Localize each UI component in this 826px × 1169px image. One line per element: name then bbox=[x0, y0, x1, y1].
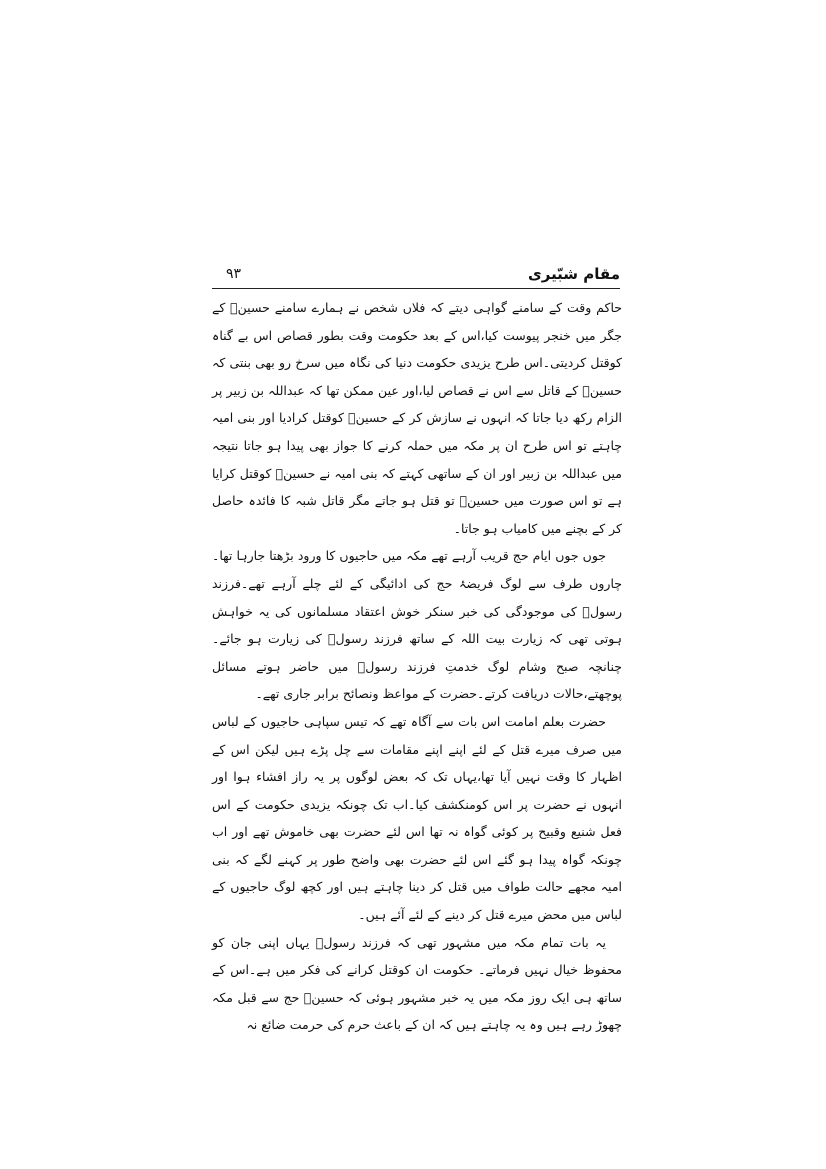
paragraph: یہ بات تمام مکہ میں مشہور تھی کہ فرزند رسولؐ یہاں اپنی جان کو محفوظ خیال نہیں فرماتے۔ حکومت ان کوقتل کرانے کی فکر میں ہے۔اس کے ساتھ ہی ایک روز مکہ میں یہ خبر مشہور ہوئی کہ حسینؑ حج سے قبل مکہ چھوڑ رہے ہیں وہ یہ چاہتے ہیں کہ ان کے باعث حرم کی حرمت ضائع نہ bbox=[212, 934, 622, 1033]
paragraph: حاکم وقت کے سامنے گواہی دیتے کہ فلاں شخص نے ہمارے سامنے حسینؑ کے جگر میں خنجر پیوست کیا،اس کے بعد حکومت وقت بطور قصاص اس بے گناہ کوقتل کردیتی۔اس طرح یزیدی حکومت دنیا کی نگاہ میں سرخ رو بھی بنتی کہ حسینؑ کے قاتل سے اس نے قصاص لیا،اور عین ممکن تھا کہ عبداللہ بن زبیر پر الزام رکھ دیا جاتا کہ انہوں نے سازش کر کے حسینؑ کوقتل کرادیا اور بنی امیہ چاہتے تو اس طرح ان پر مکہ میں حملہ کرنے کا جواز بھی پیدا ہو جاتا نتیجہ میں عبداللہ بن زبیر اور ان کے ساتھی کہتے کہ بنی امیہ نے حسینؑ کوقتل کرایا ہے تو اس صورت میں حسینؑ تو قتل ہو جاتے مگر قاتل شبہ کا فائدہ حاصل کر کے بچنے میں کامیاب ہو جاتا۔ bbox=[212, 300, 622, 536]
page-number: ۹۳ bbox=[226, 266, 242, 282]
body-text bbox=[212, 294, 622, 1039]
header-divider bbox=[212, 288, 620, 289]
paragraph: حضرت بعلم امامت اس بات سے آگاہ تھے کہ تیس سپاہی حاجیوں کے لباس میں صرف میرے قتل کے لئے اپنے اپنے مقامات سے چل پڑے ہیں لیکن اس کے اظہار کا وقت نہیں آیا تھا،یہاں تک کہ بعض لوگوں پر یہ راز افشاء ہوا اور انہوں نے حضرت پر اس کومنکشف کیا۔اب تک چونکہ یزیدی حکومت کے اس فعل شنیع وقبیح پر کوئی گواہ نہ تھا اس لئے حضرت بھی خاموش تھے اور اب چونکہ گواہ پیدا ہو گئے اس لئے حضرت بھی واضح طور پر کہنے لگے کہ بنی امیہ مجھے حالت طواف میں قتل کر دینا چاہتے ہیں اور کچھ لوگ حاجیوں کے لباس میں محض میرے قتل کر دینے کے لئے آئے ہیں۔ bbox=[212, 713, 622, 923]
paragraph: جوں جوں ایام حج قریب آرہے تھے مکہ میں حاجیوں کا ورود بڑھتا جارہا تھا۔چاروں طرف سے لوگ فریضۂ حج کی ادائیگی کے لئے چلے آرہے تھے۔فرزند رسولؐ کی موجودگی کی خبر سنکر خوش اعتقاد مسلمانوں کی یہ خواہش ہوتی تھی کہ زیارت بیت اللہ کے ساتھ فرزند رسولؐ کی زیارت ہو جائے۔ چنانچہ صبح وشام لوگ خدمتِ فرزند رسولؐ میں حاضر ہوتے مسائل پوچھتے،حالات دریافت کرتے۔حضرت کے مواعظ ونصائح برابر جاری تھے۔ bbox=[212, 548, 622, 702]
book-title: مقام شبّیری bbox=[527, 265, 620, 283]
running-header bbox=[212, 262, 620, 290]
